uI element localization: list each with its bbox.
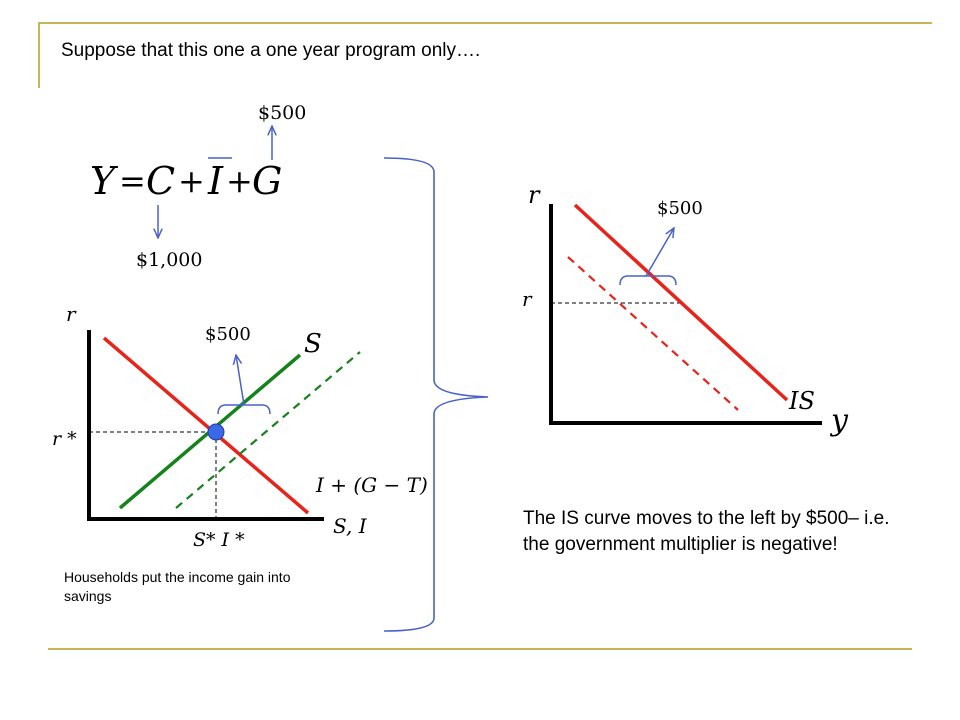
investment-curve [104,338,308,513]
is-x-axis-label: y [831,403,848,438]
equation-y: Y [90,159,116,203]
equation-i: I [208,159,224,203]
sav-x-axis-label: S, I [333,514,367,538]
is-y-axis-label: r [528,181,540,209]
savings-investment-chart [52,302,428,551]
slide-title: Suppose that this one a one year program only…. [61,40,481,61]
is-caption: The IS curve moves to the left by $500– i.e. the government multiplier is negative! [523,508,890,555]
eq-rate-label: r * [52,428,77,450]
is-curve-chart [522,181,849,438]
sav-y-axis-label: r [66,302,76,326]
eq-quantity-label: S* I * [193,529,245,551]
equation-plus-1: + [178,162,205,200]
equilibrium-point [208,424,224,440]
c-decrease-label: $1,000 [136,249,203,271]
is-shift-arrow [646,228,674,276]
g-increase-label: $500 [258,102,307,124]
sav-shift-label: $500 [205,324,251,345]
is-shift-label: $500 [657,198,703,219]
investment-curve-label: I + (G − T) [316,473,428,497]
is-shift-bracket [620,276,676,285]
saving-curve-label: S [304,329,322,359]
is-curve [575,205,787,400]
savings-caption: Households put the income gain into savings [64,569,291,604]
equation-plus-2: + [226,162,253,200]
is-curve-label: IS [789,387,815,415]
equation-g: G [252,159,283,203]
equation [90,102,306,271]
equation-c: C [146,159,176,203]
equation-equals: = [119,162,146,200]
grouping-bracket [384,158,488,631]
is-rate-label: r [522,287,532,311]
sav-shift-bracket [218,405,270,414]
sav-shift-arrow [236,355,244,405]
